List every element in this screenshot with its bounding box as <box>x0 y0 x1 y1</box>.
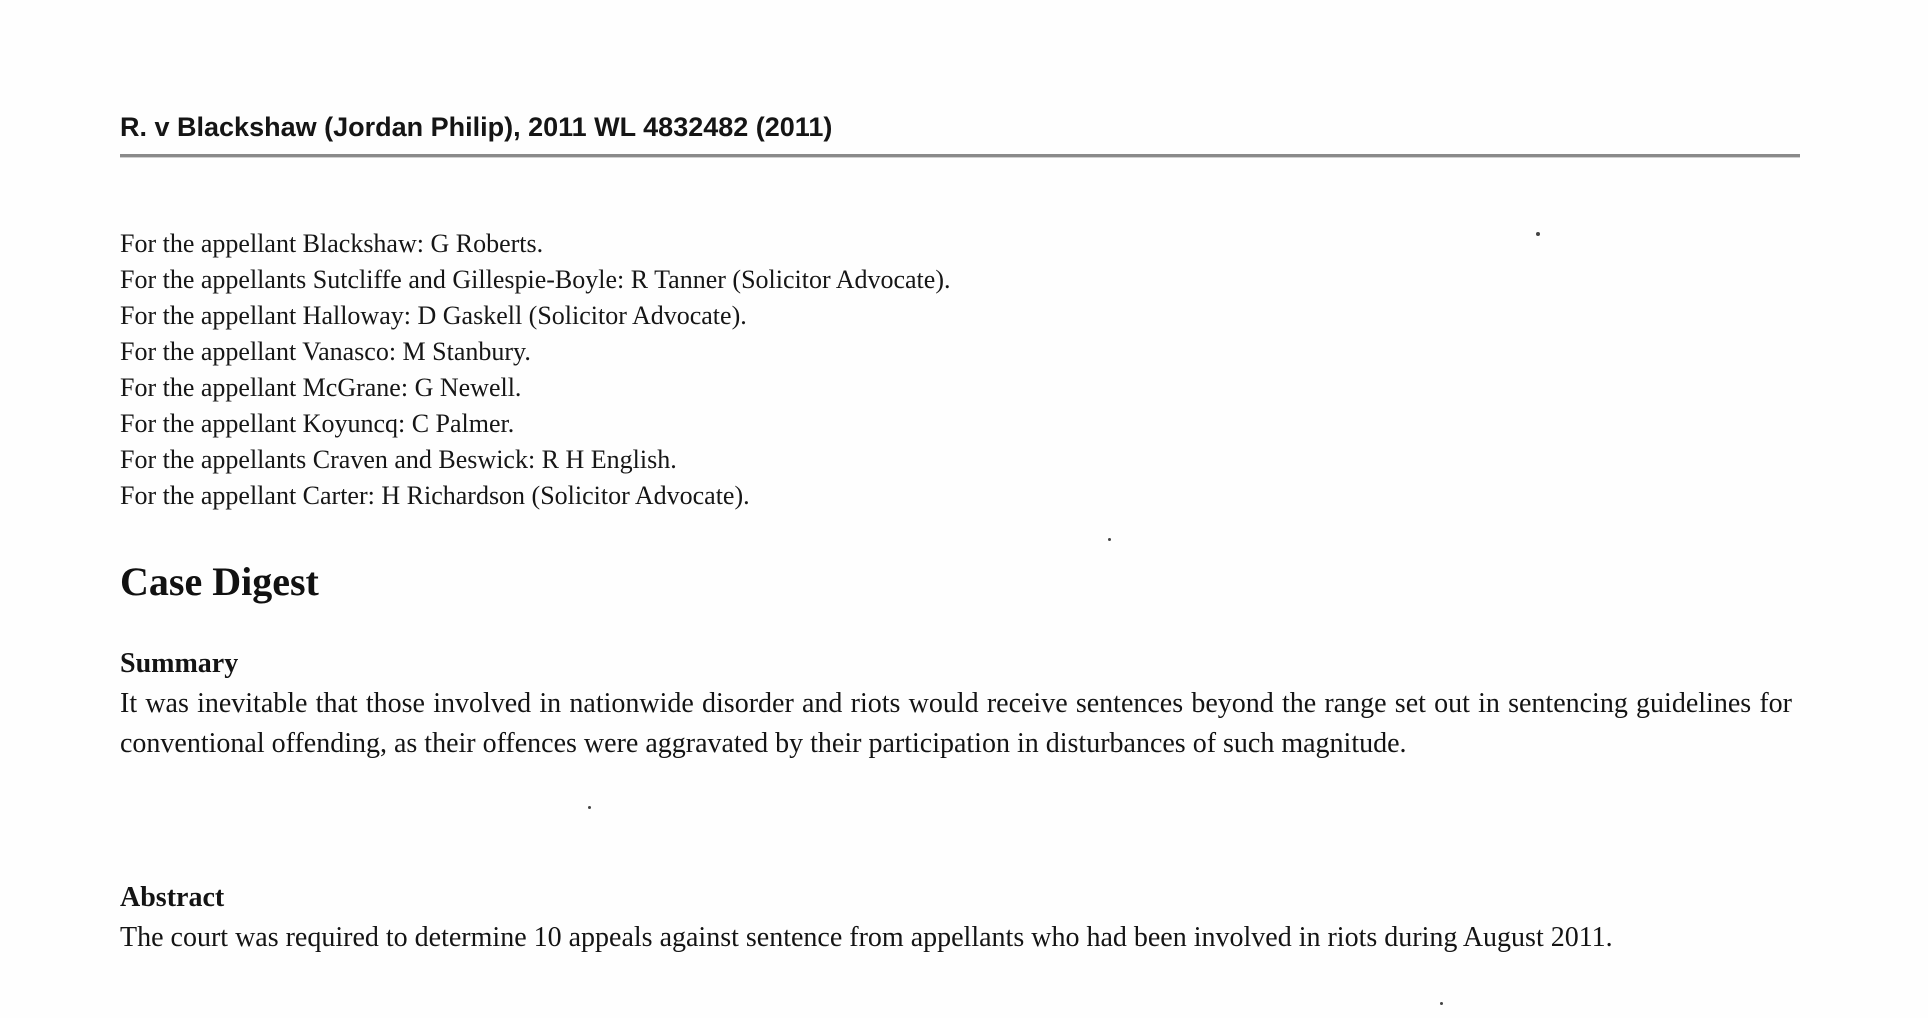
document-header <box>120 112 1800 143</box>
counsel-line: For the appellants Sutcliffe and Gillespie-Boyle: R Tanner (Solicitor Advocate). <box>120 265 951 294</box>
scan-speck <box>1536 232 1540 236</box>
case-citation-title: R. v Blackshaw (Jordan Philip), 2011 WL 4832482 (2011) <box>120 112 833 142</box>
counsel-line: For the appellant Koyuncq: C Palmer. <box>120 409 515 438</box>
header-divider <box>120 154 1800 158</box>
counsel-line: For the appellant Vanasco: M Stanbury. <box>120 337 531 366</box>
counsel-list <box>120 226 1320 514</box>
summary-section <box>120 644 1792 764</box>
scan-speck <box>1108 538 1111 541</box>
abstract-section <box>120 878 1792 958</box>
summary-heading: Summary <box>120 648 239 679</box>
counsel-line: For the appellant Blackshaw: G Roberts. <box>120 229 544 258</box>
counsel-line: For the appellant Carter: H Richardson (Solicitor Advocate). <box>120 481 750 510</box>
scan-speck <box>1440 1002 1443 1005</box>
abstract-text: The court was required to determine 10 appeals against sentence from appellants who had been involved in riots during August 2011. <box>120 922 1613 953</box>
summary-text: It was inevitable that those involved in nationwide disorder and riots would receive sentences beyond the range set out in sentencing guidelines for conventional offending, as their offences were aggravated by their participation in disturbances of such magnitude. <box>120 688 1792 759</box>
counsel-line: For the appellant Halloway: D Gaskell (Solicitor Advocate). <box>120 301 747 330</box>
scan-speck <box>588 806 591 809</box>
case-digest-heading: Case Digest <box>120 559 319 604</box>
counsel-line: For the appellants Craven and Beswick: R H English. <box>120 445 677 474</box>
abstract-heading: Abstract <box>120 882 225 913</box>
counsel-line: For the appellant McGrane: G Newell. <box>120 373 522 402</box>
